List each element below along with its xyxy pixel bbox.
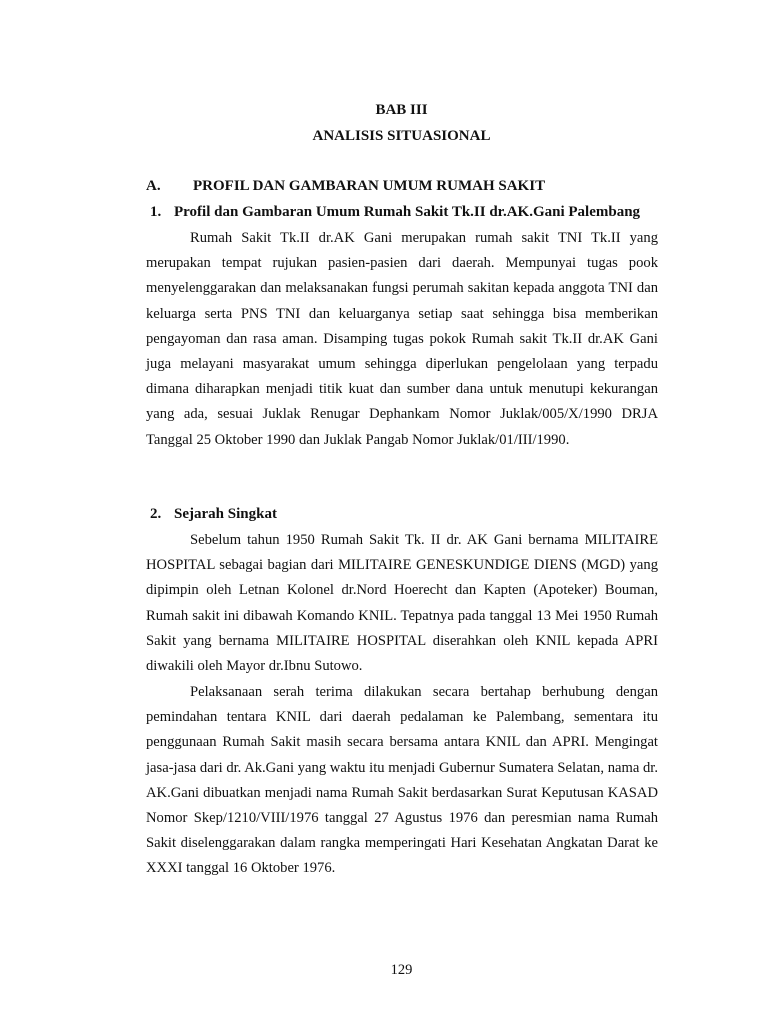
subsection-2-number: 2. xyxy=(150,506,162,522)
page-number: 129 xyxy=(390,962,413,978)
section-title: PROFIL DAN GAMBARAN UMUM RUMAH SAKIT xyxy=(193,178,546,194)
chapter-title: ANALISIS SITUASIONAL xyxy=(312,128,491,144)
subsection-2-title: Sejarah Singkat xyxy=(174,506,277,522)
subsection-1-paragraph: Rumah Sakit Tk.II dr.AK Gani merupakan rumah sakit TNI Tk.II yang merupakan tempat rujukan pasien-pasien dari daerah. Mempunyai tugas pook menyelenggarakan dan melaksanakan fungsi perumah sakitan kepada anggota TNI dan keluarga serta PNS TNI dan keluarganya setiap saat sehingga bisa memberikan pengayoman dan rasa aman. Disamping tugas pokok Rumah sakit Tk.II dr.AK Gani juga melayani masyarakat umum sehingga diperlukan pengelolaan yang terpadu dimana diharapkan menjadi titik kuat dan sumber dana untuk menutupi kekurangan yang ada, sesuai Juklak Renugar Dephankam Nomor Juklak/005/X/1990 DRJA Tanggal 25 Oktober 1990 dan Juklak Pangab Nomor Juklak/01/III/1990. xyxy=(146,230,658,448)
section-letter: A. xyxy=(146,178,161,194)
subsection-1-number: 1. xyxy=(150,204,162,220)
chapter-number: BAB III xyxy=(375,102,428,118)
subsection-2-paragraph-1: Sebelum tahun 1950 Rumah Sakit Tk. II dr. AK Gani bernama MILITAIRE HOSPITAL sebagai bagian dari MILITAIRE GENESKUNDIGE DIENS (MGD) yang dipimpin oleh Letnan Kolonel dr.Nord Hoerecht dan Kapten (Apoteker) Bouman, Rumah sakit ini dibawah Komando KNIL. Tepatnya pada tanggal 13 Mei 1950 Rumah Sakit yang bernama MILITAIRE HOSPITAL diserahkan oleh KNIL kepada APRI diwakili oleh Mayor dr.Ibnu Sutowo. xyxy=(146,532,658,675)
subsection-1-title: Profil dan Gambaran Umum Rumah Sakit Tk.II dr.AK.Gani Palembang xyxy=(174,204,641,220)
subsection-2-paragraph-2: Pelaksanaan serah terima dilakukan secara bertahap berhubung dengan pemindahan tentara KNIL dari daerah pedalaman ke Palembang, sementara itu penggunaan Rumah Sakit masih secara bersama antara KNIL dan APRI. Mengingat jasa-jasa dari dr. Ak.Gani yang waktu itu menjadi Gubernur Sumatera Selatan, nama dr. AK.Gani dibuatkan menjadi nama Rumah Sakit berdasarkan Surat Keputusan KASAD Nomor Skep/1210/VIII/1976 tanggal 27 Agustus 1976 dan peresmian nama Rumah Sakit diselenggarakan dalam rangka memperingati Hari Kesehatan Angkatan Darat ke XXXI tanggal 16 Oktober 1976. xyxy=(146,684,658,877)
